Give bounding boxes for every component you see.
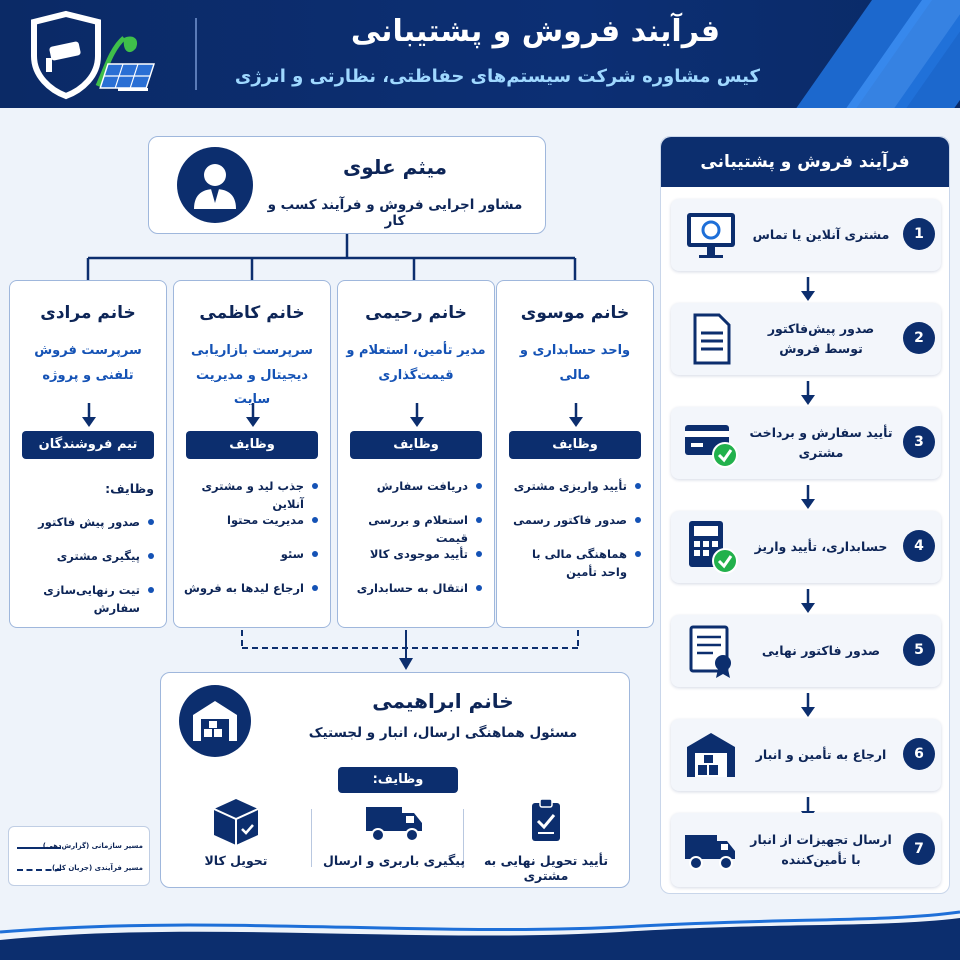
sidebar-title: فرآیند فروش و پشتیبانی (661, 137, 949, 187)
list-item: تأیید واریزی مشتری (503, 477, 643, 511)
arrow-down-icon (801, 693, 815, 717)
arrow-down-icon (410, 403, 424, 427)
bottom-person-role: مسئول هماهنگی ارسال، انبار و لجستیک (308, 725, 578, 741)
warehouse-icon (683, 727, 739, 783)
list-item: ارجاع لیدها به فروش (180, 579, 320, 613)
certificate-icon (683, 623, 739, 679)
legend-solid-label: مسیر سازمانی (گزارش‌دهی) (42, 842, 143, 850)
top-person-role: مشاور اجرایی فروش و فرآیند کسب و کار (267, 197, 523, 229)
truck-icon (364, 797, 424, 845)
step-label: ارجاع به تأمین و انبار (755, 747, 887, 762)
column-name: خانم رحیمی (365, 303, 467, 323)
monitor-icon (683, 207, 739, 263)
manager-avatar-icon (177, 147, 253, 223)
arrow-down-icon (801, 381, 815, 405)
list-item: مدیریت محتوا (180, 511, 320, 545)
page-subtitle: کیس مشاوره شرکت سیستم‌های حفاظتی، نظارتی و انرژی (234, 66, 760, 87)
column-role: مدیر تأمین، استعلام و قیمت‌گذاری (346, 343, 486, 383)
task-list (180, 477, 320, 613)
legend-dashed (17, 863, 143, 877)
step-label: تأیید سفارش و برداخت مشتری (749, 425, 893, 460)
tasks-pill: وظایف (186, 431, 318, 459)
process-step (671, 813, 941, 887)
legend (8, 826, 150, 886)
step-number: 5 (903, 634, 935, 666)
column-card-kazemi (173, 280, 331, 628)
divider (311, 809, 312, 867)
column-role: سرپرست فروش تلفنی و پروژه (34, 343, 142, 383)
list-item: تیت رنهایی‌سازی سفارش (16, 581, 156, 615)
tasks-pill: وظایف (509, 431, 641, 459)
legend-dashed-label: مسیر فرآیندی (جریان کار) (51, 864, 143, 872)
step-label: صدور فاکتور نهایی (761, 643, 881, 658)
column-name: خانم موسوی (520, 303, 630, 323)
step-number: 4 (903, 530, 935, 562)
list-item: استعلام و بررسی قیمت (344, 511, 484, 545)
step-number: 6 (903, 738, 935, 770)
column-name: خانم مرادی (40, 303, 136, 323)
process-step (671, 719, 941, 791)
process-step (671, 303, 941, 375)
arrow-down-icon (801, 589, 815, 613)
step-number: 2 (903, 322, 935, 354)
list-item: دریافت سفارش (344, 477, 484, 511)
step-label: ارسال تجهیزات از انبار با تأمین‌کننده (750, 832, 892, 867)
process-step (671, 615, 941, 687)
warehouse-avatar-icon (179, 685, 251, 757)
truck-icon (683, 821, 739, 877)
bottom-person-card (160, 672, 630, 888)
column-name: خانم کاظمی (199, 303, 305, 323)
list-item: تأیید موجودی کالا (344, 545, 484, 579)
sales-team-pill: تیم فروشندگان (22, 431, 154, 459)
top-person-card (148, 136, 546, 234)
credit-card-check-icon (683, 415, 739, 471)
list-item: انتقال به حسابداری (344, 579, 484, 613)
tasks-pill: وظایف (350, 431, 482, 459)
clipboard-check-icon (516, 797, 576, 845)
process-step (671, 199, 941, 271)
arrow-down-icon (82, 403, 96, 427)
calculator-check-icon (683, 519, 739, 575)
document-icon (683, 311, 739, 367)
column-card-rahimi (337, 280, 495, 628)
legend-solid (17, 841, 143, 855)
list-item: سئو (180, 545, 320, 579)
list-item: پیگیری مشتری (16, 547, 156, 581)
task-label: پیگیری باربری و ارسال (322, 853, 466, 868)
step-label: مشتری آنلاین یا تماس (752, 227, 890, 242)
arrow-down-icon (569, 403, 583, 427)
column-role: واحد حسابداری و مالی (519, 343, 631, 383)
tasks-heading: وظایف: (105, 481, 154, 496)
task-label: تأیید تحویل نهایی به مشتری (483, 853, 609, 883)
task-list (503, 477, 643, 579)
footer-wave (0, 910, 960, 960)
task-label: تحویل کالا (204, 853, 268, 868)
arrow-down-icon (246, 403, 260, 427)
list-item: هماهنگی مالی با واحد تأمین (503, 545, 643, 579)
list-item: صدور پیش فاکتور (16, 513, 156, 547)
tasks-pill: وظایف: (338, 767, 458, 793)
step-number: 7 (903, 833, 935, 865)
task-list (344, 477, 484, 613)
step-number: 1 (903, 218, 935, 250)
column-card-moradi (9, 280, 167, 628)
process-sidebar (660, 136, 950, 894)
task-final-delivery (471, 793, 621, 881)
process-step (671, 511, 941, 583)
list-item: جذب لید و مشتری آنلاین (180, 477, 320, 511)
step-label: حسابداری، تأیید واریز (754, 539, 888, 554)
step-number: 3 (903, 426, 935, 458)
task-list (16, 513, 156, 615)
step-label: صدور پیش‌فاکتور توسط فروش (767, 321, 875, 356)
arrow-down-icon (801, 485, 815, 509)
column-role: سرپرست بازاریابی دیجیتال و مدیریت سایت (191, 343, 313, 408)
arrow-down-icon (801, 277, 815, 301)
top-person-name: میثم علوی (342, 155, 448, 179)
column-card-mousavi (496, 280, 654, 628)
process-step (671, 407, 941, 479)
task-goods-delivery (161, 793, 311, 881)
page-title: فرآیند فروش و پشتیبانی (350, 14, 720, 49)
list-item: صدور فاکتور رسمی (503, 511, 643, 545)
task-shipping (319, 793, 469, 881)
package-icon (206, 797, 266, 845)
bottom-person-name: خانم ابراهیمی (372, 689, 514, 713)
